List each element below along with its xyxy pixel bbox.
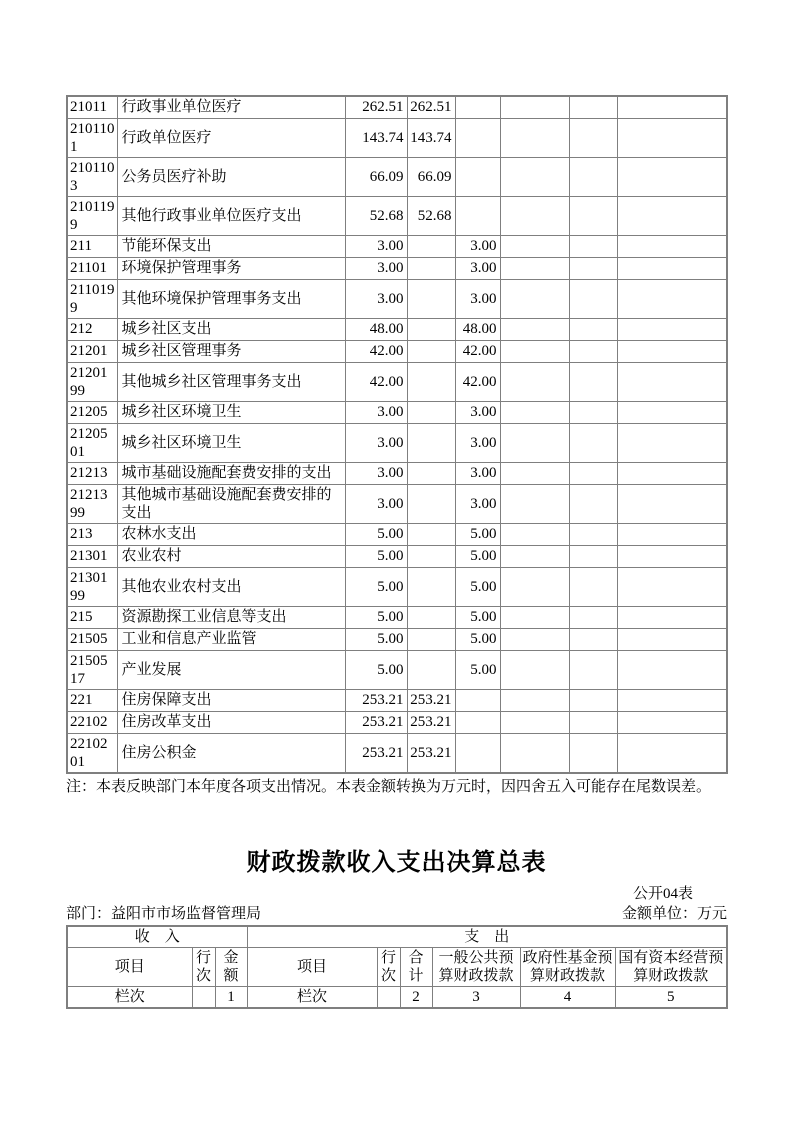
cell-col6 <box>500 628 569 650</box>
rank-cell: 2 <box>400 986 432 1008</box>
cell-code: 21201 <box>67 340 117 362</box>
cell-name: 住房改革支出 <box>117 711 345 733</box>
cell-project-exp <box>455 689 500 711</box>
cell-total: 253.21 <box>345 711 407 733</box>
cell-col8 <box>617 462 727 484</box>
cell-name: 环境保护管理事务 <box>117 257 345 279</box>
cell-col8 <box>617 650 727 689</box>
cell-col6 <box>500 196 569 235</box>
cell-code: 21205 <box>67 401 117 423</box>
table-row <box>67 711 727 733</box>
table-row <box>67 545 727 567</box>
cell-col7 <box>569 279 617 318</box>
cell-name: 城乡社区支出 <box>117 318 345 340</box>
table-row <box>67 340 727 362</box>
cell-col6 <box>500 650 569 689</box>
cell-name: 资源勘探工业信息等支出 <box>117 606 345 628</box>
cell-col7 <box>569 340 617 362</box>
cell-col7 <box>569 362 617 401</box>
cell-name: 城乡社区环境卫生 <box>117 401 345 423</box>
cell-col8 <box>617 235 727 257</box>
cell-col8 <box>617 567 727 606</box>
cell-basic-exp <box>407 318 455 340</box>
cell-total: 52.68 <box>345 196 407 235</box>
cell-name: 其他农业农村支出 <box>117 567 345 606</box>
cell-name: 农林水支出 <box>117 523 345 545</box>
cell-col6 <box>500 523 569 545</box>
cell-col8 <box>617 196 727 235</box>
cell-col7 <box>569 606 617 628</box>
cell-col6 <box>500 606 569 628</box>
table-row <box>67 279 727 318</box>
cell-code: 221 <box>67 689 117 711</box>
cell-col8 <box>617 733 727 773</box>
cell-name: 城乡社区管理事务 <box>117 340 345 362</box>
cell-col6 <box>500 157 569 196</box>
table-row <box>67 689 727 711</box>
table-row <box>67 462 727 484</box>
cell-project-exp: 3.00 <box>455 423 500 462</box>
summary-table <box>66 925 728 1009</box>
col-header-state-capital: 国有资本经营预算财政拨款 <box>615 947 727 986</box>
rank-cell: 栏次 <box>247 986 377 1008</box>
cell-code: 21011 <box>67 96 117 118</box>
cell-col8 <box>617 401 727 423</box>
cell-col8 <box>617 545 727 567</box>
table-note: 注：本表反映部门本年度各项支出情况。本表金额转换为万元时，因四舍五入可能存在尾数误差。 <box>66 778 712 795</box>
cell-col6 <box>500 567 569 606</box>
cell-code: 2110199 <box>67 279 117 318</box>
cell-col7 <box>569 523 617 545</box>
cell-col7 <box>569 567 617 606</box>
cell-total: 143.74 <box>345 118 407 157</box>
department-label: 部门：益阳市市场监督管理局 <box>66 905 262 922</box>
table-row <box>67 318 727 340</box>
cell-basic-exp: 143.74 <box>407 118 455 157</box>
cell-col7 <box>569 401 617 423</box>
cell-basic-exp <box>407 606 455 628</box>
cell-code: 2101103 <box>67 157 117 196</box>
cell-project-exp: 5.00 <box>455 523 500 545</box>
cell-col6 <box>500 318 569 340</box>
cell-basic-exp <box>407 401 455 423</box>
cell-total: 5.00 <box>345 650 407 689</box>
cell-col6 <box>500 96 569 118</box>
cell-code: 21213 <box>67 462 117 484</box>
col-header-exp-line: 行次 <box>377 947 400 986</box>
cell-code: 2150517 <box>67 650 117 689</box>
cell-project-exp: 42.00 <box>455 362 500 401</box>
cell-col8 <box>617 318 727 340</box>
cell-total: 5.00 <box>345 628 407 650</box>
cell-basic-exp: 253.21 <box>407 689 455 711</box>
cell-total: 5.00 <box>345 523 407 545</box>
cell-total: 3.00 <box>345 257 407 279</box>
cell-code: 2120501 <box>67 423 117 462</box>
rank-cell <box>192 986 215 1008</box>
cell-basic-exp <box>407 362 455 401</box>
rank-cell: 3 <box>432 986 520 1008</box>
table-row <box>67 401 727 423</box>
cell-name: 公务员医疗补助 <box>117 157 345 196</box>
cell-code: 211 <box>67 235 117 257</box>
cell-name: 住房公积金 <box>117 733 345 773</box>
cell-code: 2121399 <box>67 484 117 523</box>
cell-project-exp <box>455 157 500 196</box>
cell-code: 21301 <box>67 545 117 567</box>
cell-basic-exp <box>407 340 455 362</box>
col-header-exp-total: 合计 <box>400 947 432 986</box>
cell-code: 213 <box>67 523 117 545</box>
cell-basic-exp <box>407 462 455 484</box>
cell-col7 <box>569 318 617 340</box>
table-row <box>67 157 727 196</box>
cell-col7 <box>569 157 617 196</box>
cell-col7 <box>569 423 617 462</box>
cell-col7 <box>569 628 617 650</box>
table-row <box>67 523 727 545</box>
cell-code: 2120199 <box>67 362 117 401</box>
cell-basic-exp: 262.51 <box>407 96 455 118</box>
cell-col6 <box>500 462 569 484</box>
cell-col8 <box>617 157 727 196</box>
cell-col7 <box>569 462 617 484</box>
cell-basic-exp: 66.09 <box>407 157 455 196</box>
cell-project-exp: 3.00 <box>455 279 500 318</box>
cell-project-exp <box>455 711 500 733</box>
col-header-govt-fund: 政府性基金预算财政拨款 <box>520 947 615 986</box>
cell-col7 <box>569 235 617 257</box>
income-group-header: 收 入 <box>67 926 247 948</box>
cell-total: 42.00 <box>345 340 407 362</box>
cell-total: 3.00 <box>345 235 407 257</box>
col-header-income-amount: 金额 <box>215 947 247 986</box>
cell-project-exp: 5.00 <box>455 628 500 650</box>
cell-col6 <box>500 279 569 318</box>
cell-code: 212 <box>67 318 117 340</box>
cell-name: 行政事业单位医疗 <box>117 96 345 118</box>
table-row <box>67 96 727 118</box>
cell-col7 <box>569 650 617 689</box>
cell-basic-exp <box>407 545 455 567</box>
cell-project-exp: 3.00 <box>455 257 500 279</box>
rank-cell <box>377 986 400 1008</box>
table-row <box>67 606 727 628</box>
table-row <box>67 257 727 279</box>
summary-table-title: 财政拨款收入支出决算总表 <box>246 849 547 876</box>
cell-name: 城市基础设施配套费安排的支出 <box>117 462 345 484</box>
cell-name: 产业发展 <box>117 650 345 689</box>
cell-name: 其他城乡社区管理事务支出 <box>117 362 345 401</box>
cell-col6 <box>500 118 569 157</box>
cell-col8 <box>617 340 727 362</box>
cell-total: 42.00 <box>345 362 407 401</box>
cell-col6 <box>500 711 569 733</box>
cell-total: 262.51 <box>345 96 407 118</box>
public-table-number: 公开04表 <box>632 885 693 902</box>
table-row <box>67 362 727 401</box>
cell-project-exp: 5.00 <box>455 606 500 628</box>
cell-col8 <box>617 96 727 118</box>
cell-col6 <box>500 689 569 711</box>
cell-code: 2101199 <box>67 196 117 235</box>
cell-code: 215 <box>67 606 117 628</box>
cell-code: 2210201 <box>67 733 117 773</box>
cell-code: 2101101 <box>67 118 117 157</box>
rank-cell: 栏次 <box>67 986 192 1008</box>
cell-col7 <box>569 484 617 523</box>
table-row <box>67 423 727 462</box>
col-header-general-budget: 一般公共预算财政拨款 <box>432 947 520 986</box>
cell-name: 城乡社区环境卫生 <box>117 423 345 462</box>
cell-project-exp <box>455 118 500 157</box>
cell-col6 <box>500 733 569 773</box>
cell-col8 <box>617 484 727 523</box>
table-row <box>67 235 727 257</box>
cell-project-exp: 5.00 <box>455 567 500 606</box>
cell-col7 <box>569 118 617 157</box>
cell-col6 <box>500 362 569 401</box>
table-row <box>67 484 727 523</box>
expenditure-detail-table <box>66 95 728 774</box>
cell-total: 3.00 <box>345 279 407 318</box>
cell-col7 <box>569 96 617 118</box>
cell-col6 <box>500 484 569 523</box>
cell-col8 <box>617 628 727 650</box>
cell-project-exp: 48.00 <box>455 318 500 340</box>
table-row <box>67 628 727 650</box>
cell-col6 <box>500 257 569 279</box>
cell-total: 66.09 <box>345 157 407 196</box>
cell-basic-exp: 253.21 <box>407 733 455 773</box>
cell-name: 其他环境保护管理事务支出 <box>117 279 345 318</box>
cell-basic-exp <box>407 257 455 279</box>
cell-basic-exp: 253.21 <box>407 711 455 733</box>
cell-basic-exp <box>407 423 455 462</box>
cell-col7 <box>569 196 617 235</box>
cell-col6 <box>500 401 569 423</box>
cell-project-exp: 3.00 <box>455 235 500 257</box>
rank-cell: 5 <box>615 986 727 1008</box>
cell-project-exp: 3.00 <box>455 484 500 523</box>
cell-col8 <box>617 257 727 279</box>
cell-total: 3.00 <box>345 462 407 484</box>
cell-name: 节能环保支出 <box>117 235 345 257</box>
cell-total: 253.21 <box>345 689 407 711</box>
cell-col6 <box>500 340 569 362</box>
cell-code: 21101 <box>67 257 117 279</box>
cell-col8 <box>617 523 727 545</box>
cell-total: 5.00 <box>345 545 407 567</box>
cell-name: 农业农村 <box>117 545 345 567</box>
cell-basic-exp <box>407 523 455 545</box>
cell-project-exp <box>455 196 500 235</box>
cell-basic-exp <box>407 628 455 650</box>
cell-name: 行政单位医疗 <box>117 118 345 157</box>
cell-col7 <box>569 689 617 711</box>
cell-col8 <box>617 118 727 157</box>
cell-basic-exp: 52.68 <box>407 196 455 235</box>
cell-name: 工业和信息产业监管 <box>117 628 345 650</box>
cell-code: 2130199 <box>67 567 117 606</box>
cell-col8 <box>617 362 727 401</box>
cell-basic-exp <box>407 235 455 257</box>
cell-project-exp: 3.00 <box>455 401 500 423</box>
cell-name: 住房保障支出 <box>117 689 345 711</box>
cell-total: 253.21 <box>345 733 407 773</box>
table-row <box>67 733 727 773</box>
cell-code: 22102 <box>67 711 117 733</box>
cell-project-exp: 5.00 <box>455 650 500 689</box>
cell-total: 48.00 <box>345 318 407 340</box>
cell-project-exp: 3.00 <box>455 462 500 484</box>
cell-col8 <box>617 279 727 318</box>
cell-col8 <box>617 711 727 733</box>
cell-total: 3.00 <box>345 401 407 423</box>
cell-project-exp: 42.00 <box>455 340 500 362</box>
col-header-exp-item: 项目 <box>247 947 377 986</box>
cell-project-exp <box>455 733 500 773</box>
cell-col7 <box>569 257 617 279</box>
cell-col8 <box>617 606 727 628</box>
cell-col6 <box>500 235 569 257</box>
cell-total: 5.00 <box>345 567 407 606</box>
cell-project-exp <box>455 96 500 118</box>
cell-total: 3.00 <box>345 423 407 462</box>
cell-total: 3.00 <box>345 484 407 523</box>
expenditure-group-header: 支 出 <box>247 926 727 948</box>
cell-col6 <box>500 545 569 567</box>
table-row <box>67 118 727 157</box>
cell-col8 <box>617 689 727 711</box>
cell-col7 <box>569 545 617 567</box>
cell-col6 <box>500 423 569 462</box>
table-row <box>67 650 727 689</box>
cell-name: 其他行政事业单位医疗支出 <box>117 196 345 235</box>
cell-project-exp: 5.00 <box>455 545 500 567</box>
cell-code: 21505 <box>67 628 117 650</box>
rank-cell: 1 <box>215 986 247 1008</box>
table-row <box>67 567 727 606</box>
cell-col7 <box>569 711 617 733</box>
cell-name: 其他城市基础设施配套费安排的支出 <box>117 484 345 523</box>
col-header-income-item: 项目 <box>67 947 192 986</box>
cell-basic-exp <box>407 484 455 523</box>
cell-col7 <box>569 733 617 773</box>
amount-unit-label: 金额单位：万元 <box>621 905 727 922</box>
cell-total: 5.00 <box>345 606 407 628</box>
col-header-income-line: 行次 <box>192 947 215 986</box>
cell-col8 <box>617 423 727 462</box>
cell-basic-exp <box>407 567 455 606</box>
rank-cell: 4 <box>520 986 615 1008</box>
cell-basic-exp <box>407 279 455 318</box>
table-row <box>67 196 727 235</box>
cell-basic-exp <box>407 650 455 689</box>
